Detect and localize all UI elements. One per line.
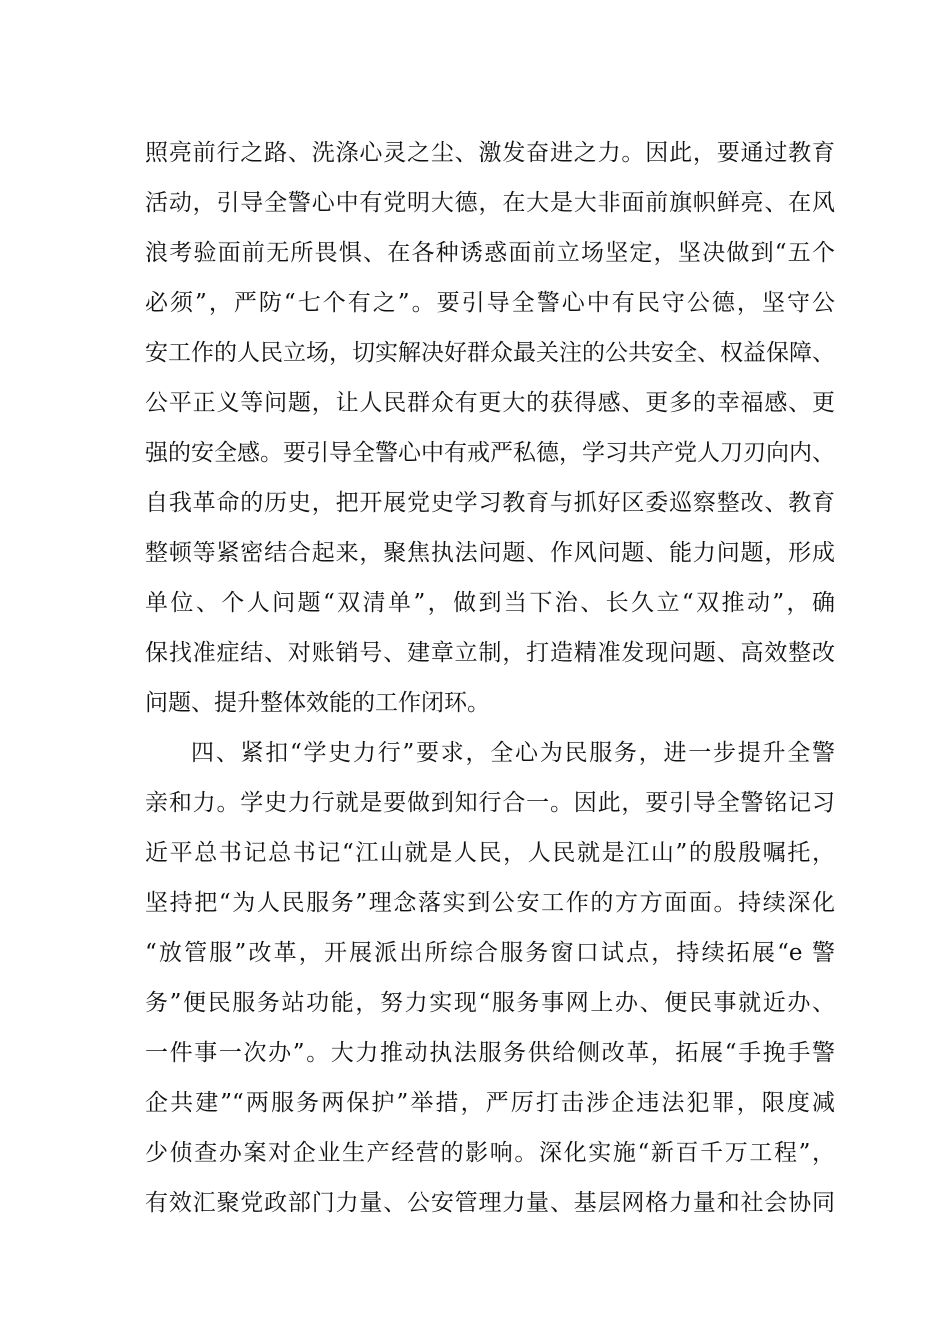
text-line: 近平总书记总书记“江山就是人民，人民就是江山”的殷殷嘱托，: [145, 840, 835, 866]
text-line: 保找准症结、对账销号、建章立制，打造精准发现问题、高效整改: [145, 640, 835, 666]
text-line: “放管服”改革，开展派出所综合服务窗口试点，持续拓展“e 警: [145, 940, 835, 966]
text-line: 必须”，严防“七个有之”。要引导全警心中有民守公德，坚守公: [145, 290, 835, 316]
text-line: 务”便民服务站功能，努力实现“服务事网上办、便民事就近办、: [145, 990, 835, 1016]
text-line: 有效汇聚党政部门力量、公安管理力量、基层网格力量和社会协同: [145, 1190, 835, 1216]
text-line: 整顿等紧密结合起来，聚焦执法问题、作风问题、能力问题，形成: [145, 540, 835, 566]
text-line: 企共建”“两服务两保护”举措，严厉打击涉企违法犯罪，限度减: [145, 1090, 835, 1116]
text-line: 一件事一次办”。大力推动执法服务供给侧改革，拓展“手挽手警: [145, 1040, 835, 1066]
text-line: 坚持把“为人民服务”理念落实到公安工作的方方面面。持续深化: [145, 890, 835, 916]
text-line: 活动，引导全警心中有党明大德，在大是大非面前旗帜鲜亮、在风: [145, 190, 835, 216]
text-line: 自我革命的历史，把开展党史学习教育与抓好区委巡察整改、教育: [145, 490, 835, 516]
text-line: 亲和力。学史力行就是要做到知行合一。因此，要引导全警铭记习: [145, 790, 835, 816]
text-line: 照亮前行之路、洗涤心灵之尘、激发奋进之力。因此，要通过教育: [145, 140, 835, 166]
text-line: 公平正义等问题，让人民群众有更大的获得感、更多的幸福感、更: [145, 390, 835, 416]
body-text: [145, 128, 835, 1228]
text-line: 单位、个人问题“双清单”，做到当下治、长久立“双推动”，确: [145, 590, 835, 616]
text-line: 强的安全感。要引导全警心中有戒严私德，学习共产党人刀刃向内、: [145, 440, 835, 466]
text-line: 少侦查办案对企业生产经营的影响。深化实施“新百千万工程”，: [145, 1140, 835, 1166]
text-line: 安工作的人民立场，切实解决好群众最关注的公共安全、权益保障、: [145, 340, 835, 366]
section-heading-line: 四、紧扣“学史力行”要求，全心为民服务，进一步提升全警: [191, 740, 835, 766]
text-line: 浪考验面前无所畏惧、在各种诱惑面前立场坚定，坚决做到“五个: [145, 240, 835, 266]
paragraph-end-line: 问题、提升整体效能的工作闭环。: [145, 690, 490, 716]
